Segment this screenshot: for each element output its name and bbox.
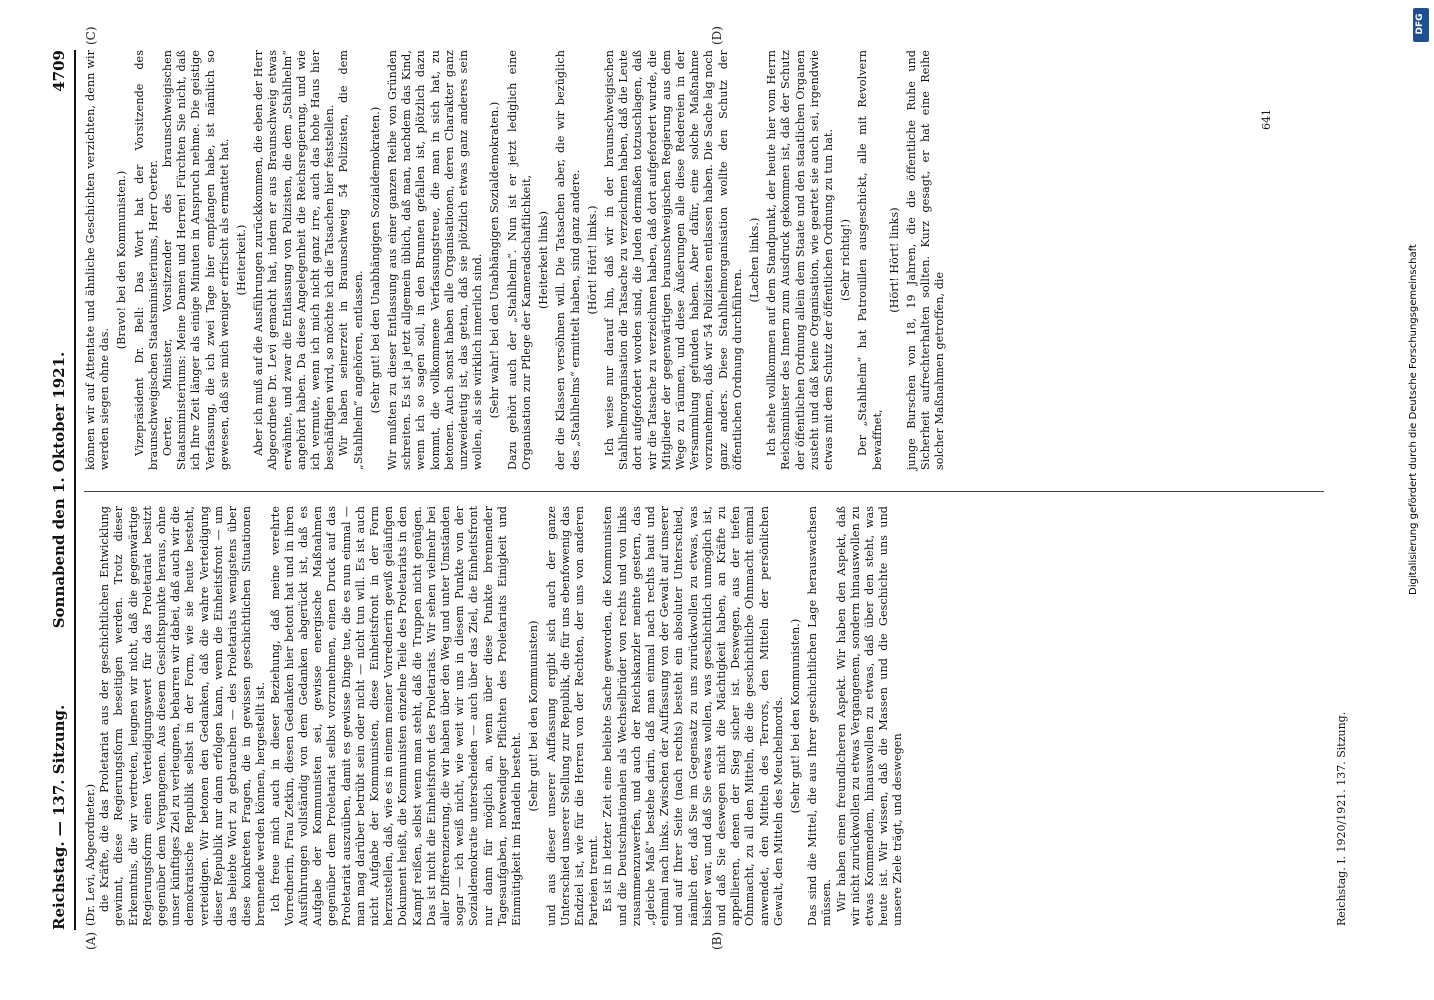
interjection: (Bravo! bei den Kommunisten.) bbox=[115, 170, 129, 350]
margin-letter-c: (C) bbox=[84, 26, 98, 45]
interjection: (Hört! Hört! links) bbox=[887, 207, 901, 313]
interjection: (Heiterkeit.) bbox=[235, 224, 249, 296]
interjection: (Heiterkeit links) bbox=[537, 210, 551, 310]
page-header bbox=[50, 50, 72, 930]
interjection: (Hört! Hört! links.) bbox=[585, 205, 599, 315]
margin-letter-a: (A) bbox=[84, 931, 98, 950]
digitization-credit bbox=[1404, 10, 1428, 710]
paragraph: Wir haben seinerzeit in Braunschweig 54 Polizisten, die dem „Stahlhelm“ angehören, entlassen. bbox=[337, 50, 365, 470]
interjection: (Sehr gut! bei den Kommunisten) bbox=[527, 620, 541, 812]
paragraph: können wir auf Attentate und ähnliche Geschichten verzichten, denn wir werden siegen ohne das. bbox=[84, 50, 112, 470]
header-page-number: 4709 bbox=[50, 50, 68, 92]
paragraph: Oerter, Minister, Vorsitzender des braunschweigischen Staatsministeriums: Meine Damen und Herren! Fürchten Sie nicht, daß ich Ihre Zeit länger als einige Minuten in Anspruch nehme. Die geistige Verfassung, die ich zwei Tage hier empfangen habe, ist nämlich so gewesen, daß sie mich weniger erfrischt als ermattet hat. bbox=[161, 50, 231, 470]
header-date: Sonnabend den 1. Oktober 1921. bbox=[50, 351, 68, 629]
paragraph: Vizepräsident Dr. Bell: Das Wort hat der Vorsitzende des braunschweigischen Staatsministeriums, Herr Oerter. bbox=[132, 50, 160, 470]
paragraph: Ich freue mich auch in dieser Beziehung, daß meine verehrte Vorrednerin, Frau Zetkin, diesen Gedanken hier betont hat und in ihren Ausführungen vollständig von dem Gedanken abgerückt ist, daß es Aufgabe der Kommunisten sei, gewisse energische Maßnahmen gegenüber dem Proletariat selbst vorzunehmen, einen Druck auf das Proletariat auszuüben, damit es gewisse Dinge tue, die es nun einmal — man mag darüber betrübt sein oder nicht — nicht tun will. Es ist auch nicht Aufgabe der Kommunisten, diese Einheitsfront in der Form herzustellen, daß, wie es in einem meiner Vorrednerin gewiß geläufigen Dokument heißt, die Kommunisten einzelne Teile des Proletariats in den Kampf reißen, selbst wenn man steht, daß die Truppen nicht genügen. Das ist nicht die Einheitsfront des Proletariats. Wir sehen vielmehr bei aller Differenzierung, die wir haben über den Weg und unter Umständen sogar — ich weiß nicht, wie weit wir uns in diesem Punkte von der Sozialdemokratie unterscheiden — auch über das Ziel, die Einheitsfront nur dann für möglich an, wenn über diese Punkte brennender Tagesaufgaben, notwendiger Pflichten des Proletariats Einigkeit und Einmütigkeit im Handeln besteht. bbox=[268, 506, 524, 926]
interjection: (Sehr gut! bei den Unabhängigen Sozialdemokraten.) bbox=[368, 106, 382, 414]
header-rule bbox=[74, 50, 76, 930]
right-column bbox=[84, 50, 948, 470]
digitization-credit-text: Digitalisierung gefördert durch die Deutsche Forschungsgemeinschaft bbox=[1408, 244, 1419, 595]
paragraph: Der „Stahlhelm“ hat Patrouillen ausgeschickt, alle mit Revolvern bewaffnet, bbox=[856, 50, 884, 470]
paragraph: junge Burschen von 18, 19 Jahren, die die öffentliche Ruhe und Sicherheit aufrechterhalten sollten. Kurz gesagt, er hat eine Reihe solcher Maßnahmen getroffen, die bbox=[904, 50, 947, 470]
rotated-page bbox=[20, 10, 1420, 990]
paragraph: Ich weise nur darauf hin, daß wir in der braunschweigischen Stahlhelmorganisation die Tatsache zu verzeichnen haben, daß die Leute dort aufgefordert worden sind, die Juden dermaßen totzuschlagen, daß wir die Tatsache zu verzeichnen haben, daß dort aufgefordert wurde, die Mitglieder der gegenwärtigen braunschweigischen Regierung aus dem Wege zu räumen, und diese Äußerungen alle diese Redereien in der Versammlung gefunden haben. Aber dafür, eine solche Maßnahme vorzunehmen, daß wir 54 Polizisten entlassen haben. Die Sache lag noch ganz anders. Diese Stahlhelmorganisation wollte den Schutz der öffentlichen Ordnung durchführen. bbox=[602, 50, 744, 470]
paragraph: der die Klassen versöhnen will. Die Tatsachen aber, die wir bezüglich des „Stahlhelms“ ermittelt haben, sind ganz andere. bbox=[554, 50, 582, 470]
margin-letter-b: (B) bbox=[710, 931, 724, 950]
paragraph: Ich stehe vollkommen auf dem Standpunkt, der heute hier vom Herrn Reichsminister des Innern zum Ausdruck gekommen ist, daß der Schutz der öffentlichen Ordnung allein dem Staate und den staatlichen Organen zusteht und daß keine Organisation, wie geartet sie auch sei, irgendwie etwas mit dem Schutz der öffentlichen Ordnung zu tun hat. bbox=[765, 50, 835, 470]
margin-letter-d: (D) bbox=[710, 26, 724, 45]
interjection: (Sehr wahr! bei den Unabhängigen Sozialdemokraten.) bbox=[488, 101, 502, 419]
paragraph: Das sind die Mittel, die aus Ihrer geschichtlichen Lage herauswachsen müssen. bbox=[806, 506, 834, 926]
dfg-logo-text: DFG bbox=[1415, 13, 1425, 35]
interjection: (Sehr gut! bei den Kommunisten.) bbox=[788, 618, 802, 814]
page-footer: Reichstag. I. 1920/1921. 137. Sitzung. bbox=[1335, 711, 1348, 926]
column-divider bbox=[84, 491, 1324, 492]
bottom-page-number: 641 bbox=[1260, 109, 1273, 130]
header-left: Reichstag. — 137. Sitzung. bbox=[50, 704, 68, 930]
paragraph: Wir mußten zu dieser Entlassung aus einer ganzen Reihe von Gründen schreiten. Es ist ja jetzt allgemein üblich, daß man, nachdem das Kind, wenn ich so sagen soll, in den Brunnen gefallen ist, plötzlich dazu kommt, die vollkommene Verfassungstreue, die man in sich hat, zu betonen. Auch sonst haben alle Organisationen, deren Charakter ganz unzweideutig ist, das getan, daß sie plötzlich etwas ganz anderes sein wollen, als sie wirklich innerlich sind. bbox=[386, 50, 485, 470]
paragraph: die Kräfte, die das Proletariat aus der geschichtlichen Entwicklung gewinnt, diese Regierungsform beseitigen werden. Trotz dieser Erkenntnis, die wir vertreten, leugnen wir nicht, daß die gegenwärtige Regierungsform einen Verteidigungswert für das Proletariat besitzt gegenüber dem Vergangenen. Aus diesem Gesichtspunkte heraus, ohne unser künftiges Ziel zu verleugnen, beharren wir dabei, daß auch wir die demokratische Republik selbst in der Form, wie sie heute besteht, verteidigen. Wir betonen den Gedanken, daß die wahre Verteidigung dieser Republik nur dann erfolgen kann, wenn die Einheitsfront — um das beliebte Wort zu gebrauchen — des Proletariats wenigstens über diese konkreten Fragen, die in gewissen geschichtlichen Situationen brennende werden können, hergestellt ist. bbox=[98, 506, 268, 926]
speaker-reference: (Dr. Levi, Abgeordneter.) bbox=[84, 783, 97, 926]
paragraph: und aus dieser unserer Auffassung ergibt sich auch der ganze Unterschied unserer Stellung zur Republik, die für uns ebenfowenig das Endziel ist, wie für die Herren von der Rechten, der uns von anderen Parteien trennt. bbox=[544, 506, 601, 926]
interjection: (Sehr richtig!) bbox=[839, 218, 853, 302]
paragraph: Dazu gehört auch der „Stahlhelm“. Nun ist er jetzt lediglich eine Organisation zur Pflege der Kameradschaftlichkeit, bbox=[505, 50, 533, 470]
paragraph: Es ist in letzter Zeit eine beliebte Sache geworden, die Kommunisten und die Deutschnationalen als Wechselbrüder von rechts und von links zusammenzuwerfen, und auch der Reichskanzler meinte gestern, das „gleiche Maß“ bestehe darin, daß man einmal nach rechts haut und einmal nach links. Zwischen der Auffassung von der Gewalt auf unserer und auf Ihrer Seite (nach rechts) besteht ein absoluter Unterschied, nämlich der, daß Sie im Gegensatz zu uns zurückwollen zu etwas, was bisher war, und daß Sie etwas wollen, was geschichtlich unmöglich ist, und daß Sie deswegen nicht die Mächtigkeit haben, an Kräfte zu appellieren, denen der Sieg sicher ist. Deswegen, aus der tiefen Ohnmacht, zu all den Mitteln, die die geschichtliche Ohnmacht einmal anwendet, den Mitteln des Terrors, den Mitteln der persönlichen Gewalt, den Mitteln des Meuchelmords. bbox=[601, 506, 785, 926]
paragraph: Wir haben einen freundlicheren Aspekt. Wir haben den Aspekt, daß wir nicht zurückwollen zu etwas Vergangenem, sondern hinauswollen zu etwas Kommendem, hinauswollen zu etwas, daß über den steht, was heute ist. Wir wissen, daß die Massen und die Geschichte uns und unsere Ziele trägt, und deswegen bbox=[834, 506, 905, 926]
left-column bbox=[84, 506, 906, 926]
paragraph: Aber ich muß auf die Ausführungen zurückkommen, die eben der Herr Abgeordnete Dr. Levi gemacht hat, indem er aus Braunschweig etwas erwähnte, und zwar die Entlassung von Polizisten, die dem „Stahlhelm“ angehört haben. Da diese Angelegenheit die Reichsregierung, und wie ich vermute, wenn ich mich nicht ganz irre, auch das hohe Haus hier beschäftigen wird, so möchte ich die Tatsachen hier feststellen. bbox=[252, 50, 337, 470]
interjection: (Lachen links.) bbox=[747, 217, 761, 303]
